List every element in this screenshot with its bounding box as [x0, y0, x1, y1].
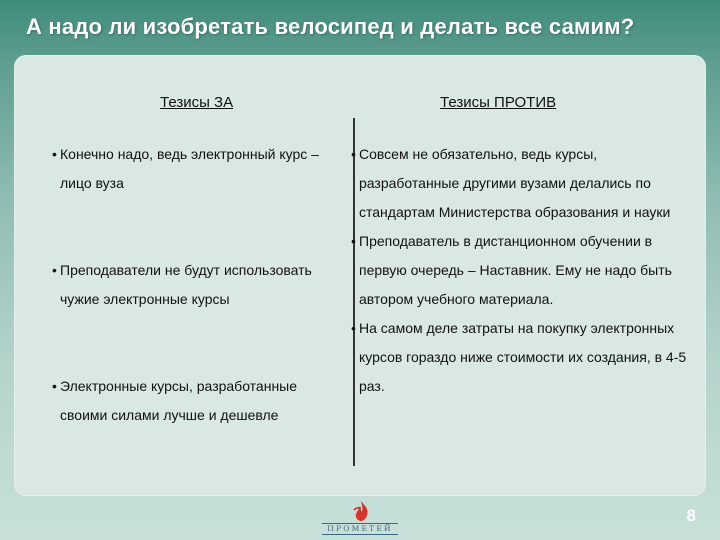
page-number: 8 — [686, 506, 696, 525]
list-item-text: Конечно надо, ведь электронный курс – лицо вуза — [60, 146, 319, 191]
list-item-text: Электронные курсы, разработанные своими силами лучше и дешевле — [60, 378, 298, 423]
protiv-list — [351, 140, 691, 401]
bullet: • — [351, 320, 356, 336]
bullet: • — [52, 146, 57, 162]
column-heading-za: Тезисы ЗА — [160, 94, 234, 111]
list-item-text: Совсем не обязательно, ведь курсы, разработанные другими вузами делались по стандартам Министерства образования и науки — [359, 146, 671, 220]
bullet: • — [52, 262, 57, 278]
flame-icon — [350, 500, 372, 524]
prometey-logo — [322, 500, 398, 536]
logo-text: ПРОМЕТЕЙ — [322, 523, 398, 535]
list-item — [52, 372, 348, 430]
list-item — [52, 256, 348, 314]
column-heading-protiv: Тезисы ПРОТИВ — [440, 94, 557, 111]
list-item — [351, 227, 691, 314]
list-item — [351, 140, 691, 227]
bullet: • — [351, 146, 356, 162]
list-item — [351, 314, 691, 401]
za-list — [52, 140, 348, 430]
bullet: • — [52, 378, 57, 394]
list-item-text: Преподаватель в дистанционном обучении в первую очередь – Наставник. Ему не надо быть автором учебного материала. — [359, 233, 672, 307]
slide-title: А надо ли изобретать велосипед и делать все самим? — [26, 14, 635, 39]
list-item-text: На самом деле затраты на покупку электронных курсов гораздо ниже стоимости их создания, в 4-5 раз. — [359, 320, 687, 394]
list-item — [52, 140, 348, 198]
list-item-text: Преподаватели не будут использовать чужие электронные курсы — [60, 262, 312, 307]
bullet: • — [351, 233, 356, 249]
